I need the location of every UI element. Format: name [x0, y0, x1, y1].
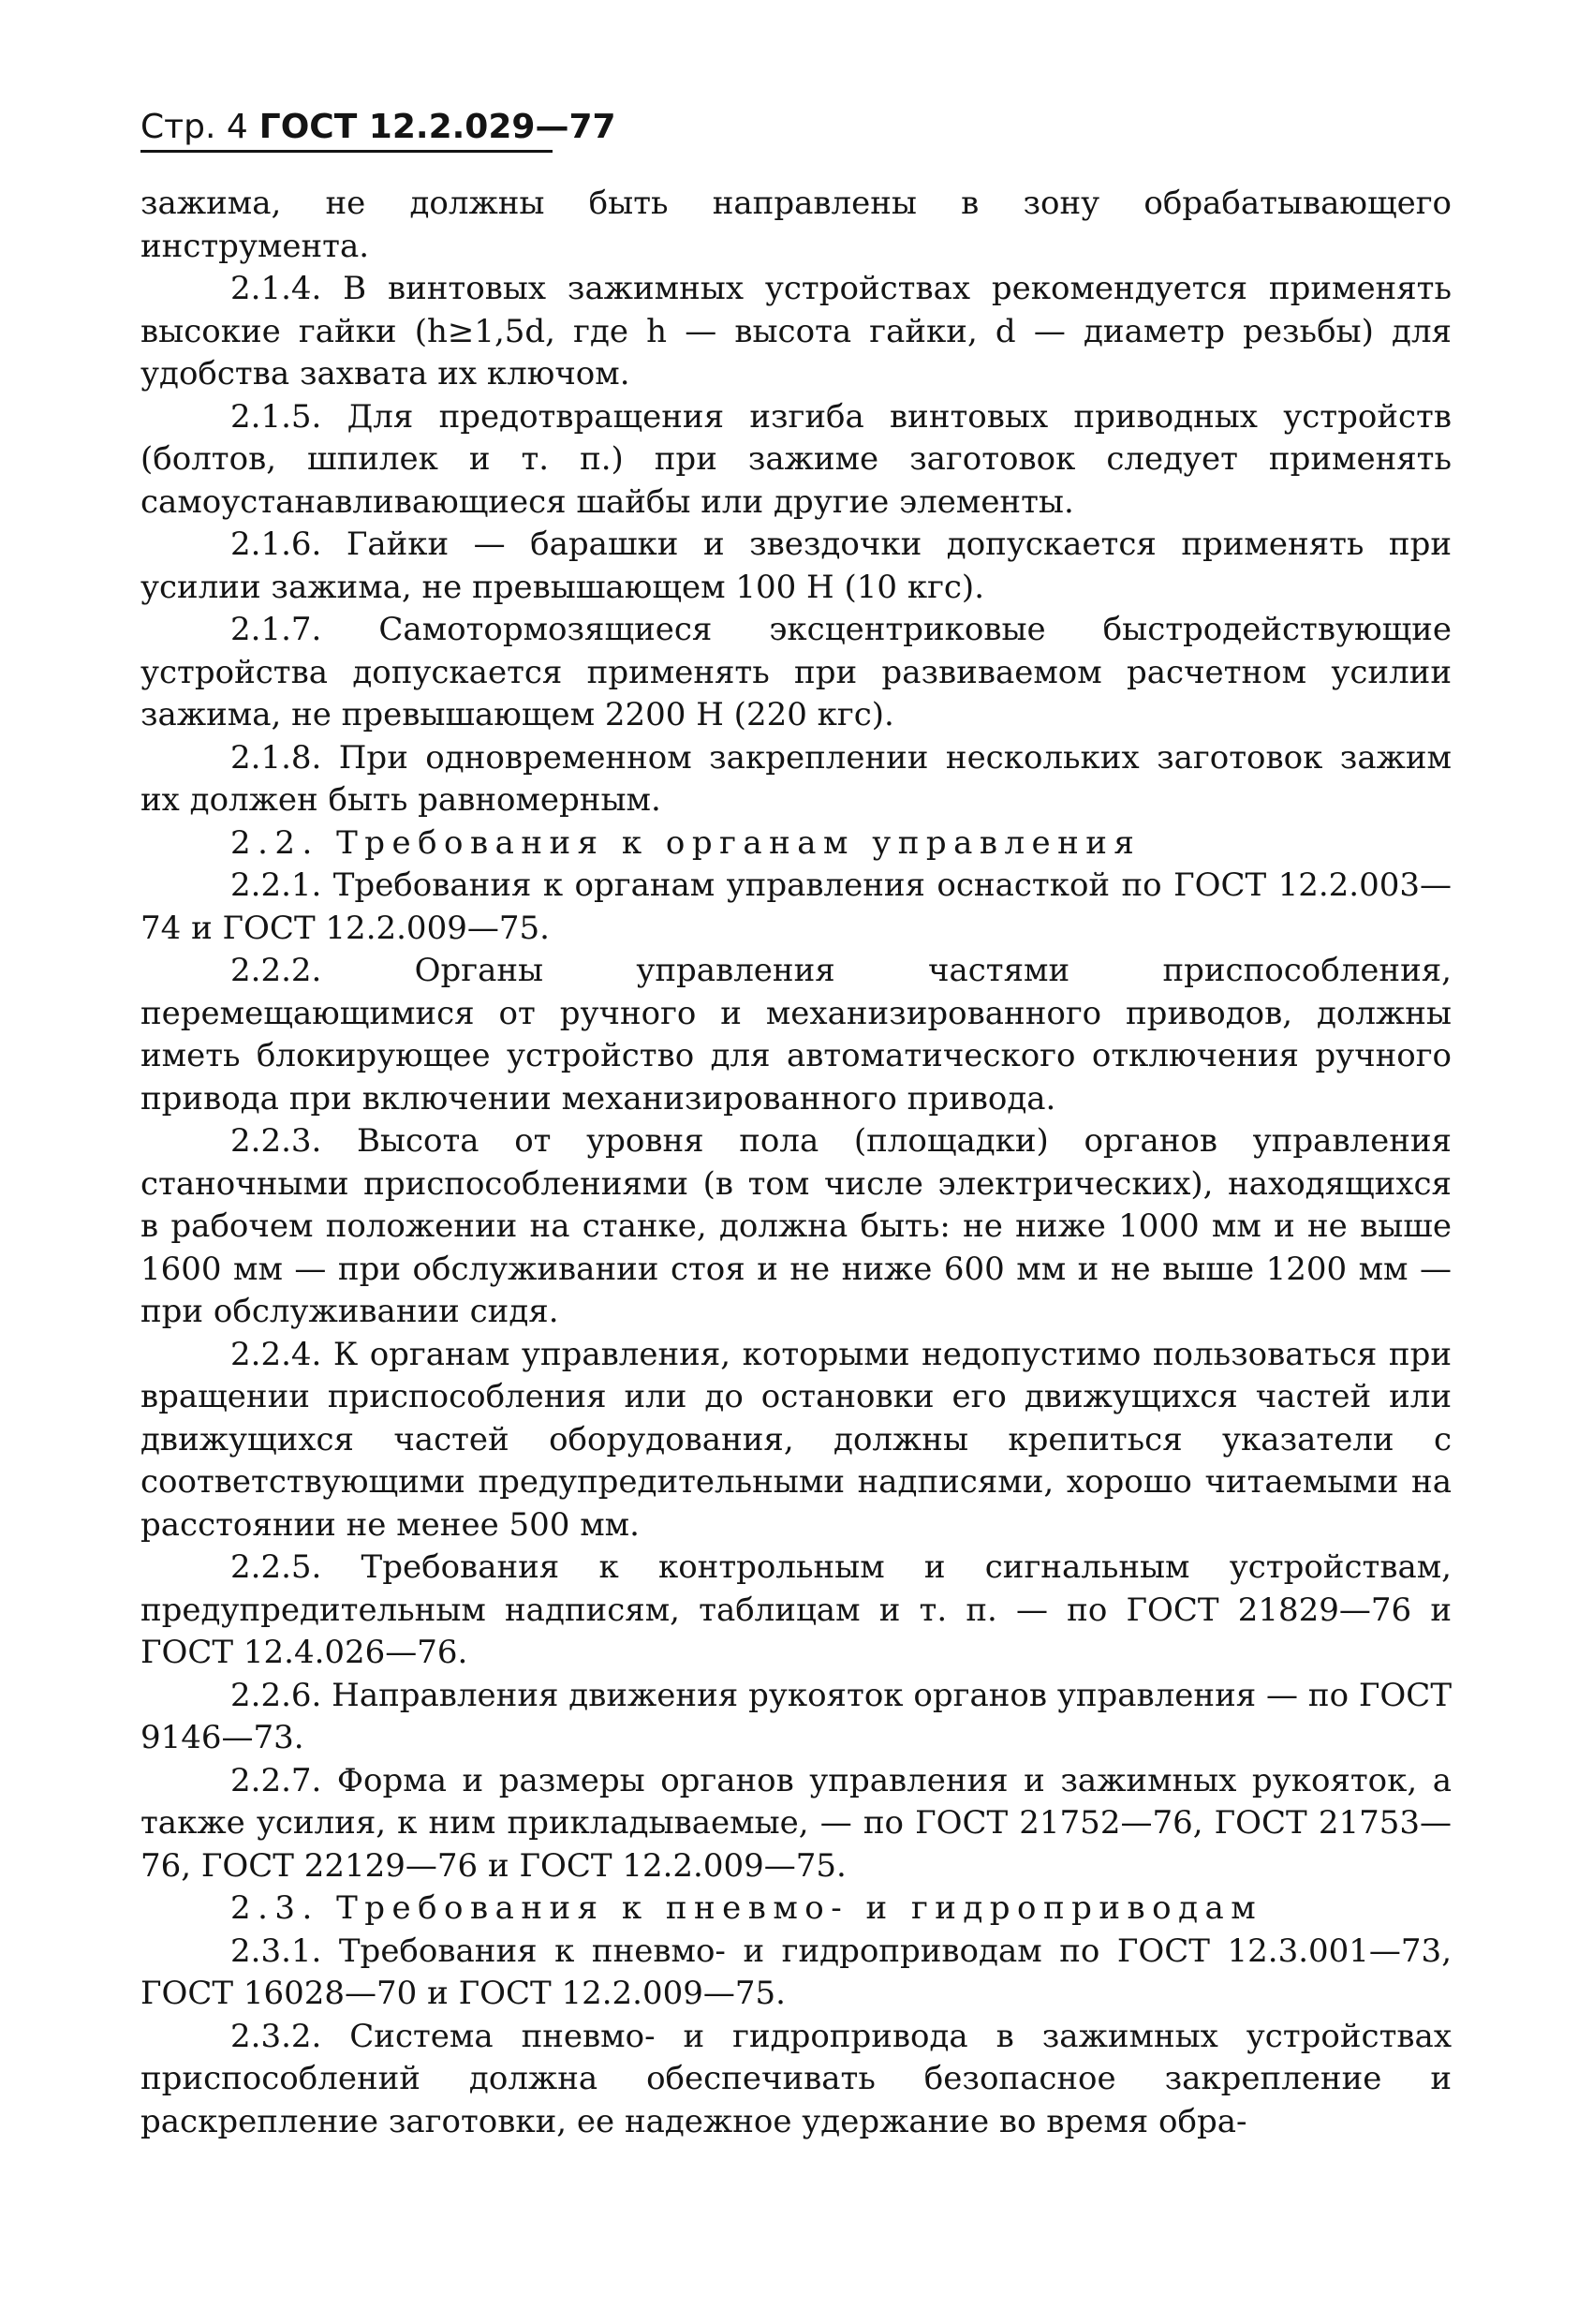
page-number-label: Стр. 4: [140, 108, 248, 146]
section-heading-2-3: 2.3. Требования к пневмо- и гидроприводам: [230, 1889, 1263, 1927]
clause-2-2-6: 2.2.6. Направления движения рукояток органов управления — по ГОСТ 9146—73.: [140, 1676, 1452, 1756]
clause-2-1-5: 2.1.5. Для предотвращения изгиба винтовых приводных устройств (болтов, шпилек и т. п.) при зажиме заготовок следует применять самоустанавливающиеся шайбы или другие элементы.: [140, 397, 1452, 521]
clause-2-2-5: 2.2.5. Требования к контрольным и сигнальным устройствам, предупредительным надписям, таблицам и т. п. — по ГОСТ 21829—76 и ГОСТ 12.4.026—76.: [140, 1548, 1452, 1671]
clause-2-1-6: 2.1.6. Гайки — барашки и звездочки допускается применять при усилии зажима, не превышающем 100 Н (10 кгс).: [140, 525, 1452, 606]
clause-2-2-7: 2.2.7. Форма и размеры органов управления и зажимных рукояток, а также усилия, к ним прикладываемые, — по ГОСТ 21752—76, ГОСТ 21753—76, ГОСТ 22129—76 и ГОСТ 12.2.009—75.: [140, 1761, 1452, 1885]
clause-2-1-4: 2.1.4. В винтовых зажимных устройствах рекомендуется применять высокие гайки (h≥1,5d, где h — высота гайки, d — диаметр резьбы) для удобства захвата их ключом.: [140, 270, 1452, 392]
page-header: [140, 108, 616, 146]
clause-2-2-1: 2.2.1. Требования к органам управления оснасткой по ГОСТ 12.2.003—74 и ГОСТ 12.2.009—75.: [140, 866, 1452, 947]
standard-designation: ГОСТ 12.2.029—77: [258, 108, 616, 146]
section-heading-2-2: 2.2. Требования к органам управления: [230, 823, 1142, 862]
clause-2-2-3: 2.2.3. Высота от уровня пола (площадки) органов управления станочными приспособлениями (в том числе электрических), находящихся в рабочем положении на станке, должна быть: не ниже 1000 мм и не выше 1600 мм — при обслуживании стоя и не ниже 600 мм и не выше 1200 мм — при обслуживании сидя.: [140, 1122, 1452, 1330]
clause-2-1-8: 2.1.8. При одновременном закреплении нескольких заготовок зажим их должен быть равномерным.: [140, 738, 1452, 819]
clause-2-1-7: 2.1.7. Самотормозящиеся эксцентриковые быстродействующие устройства допускается применять при развиваемом расчетном усилии зажима, не превышающем 2200 Н (220 кгс).: [140, 611, 1452, 733]
header-underline: [140, 150, 553, 153]
body-text: [140, 183, 1452, 2143]
clause-2-3-2: 2.3.2. Система пневмо- и гидропривода в зажимных устройствах приспособлений должна обеспечивать безопасное закрепление и раскрепление заготовки, ее надежное удержание во время обра-: [140, 2017, 1452, 2140]
clause-2-2-4: 2.2.4. К органам управления, которыми недопустимо пользоваться при вращении приспособления или до остановки его движущихся частей или движущихся частей оборудования, должны крепиться указатели с соответствующими предупредительными надписями, хорошо читаемыми на расстоянии не менее 500 мм.: [140, 1335, 1452, 1544]
clause-2-3-1: 2.3.1. Требования к пневмо- и гидроприводам по ГОСТ 12.3.001—73, ГОСТ 16028—70 и ГОСТ 12.2.009—75.: [140, 1932, 1452, 2012]
clause-2-2-2: 2.2.2. Органы управления частями приспособления, перемещающимися от ручного и механизированного приводов, должны иметь блокирующее устройство для автоматического отключения ручного привода при включении механизированного привода.: [140, 952, 1452, 1118]
paragraph-continuation: зажима, не должны быть направлены в зону обрабатывающего инструмента.: [140, 185, 1452, 265]
